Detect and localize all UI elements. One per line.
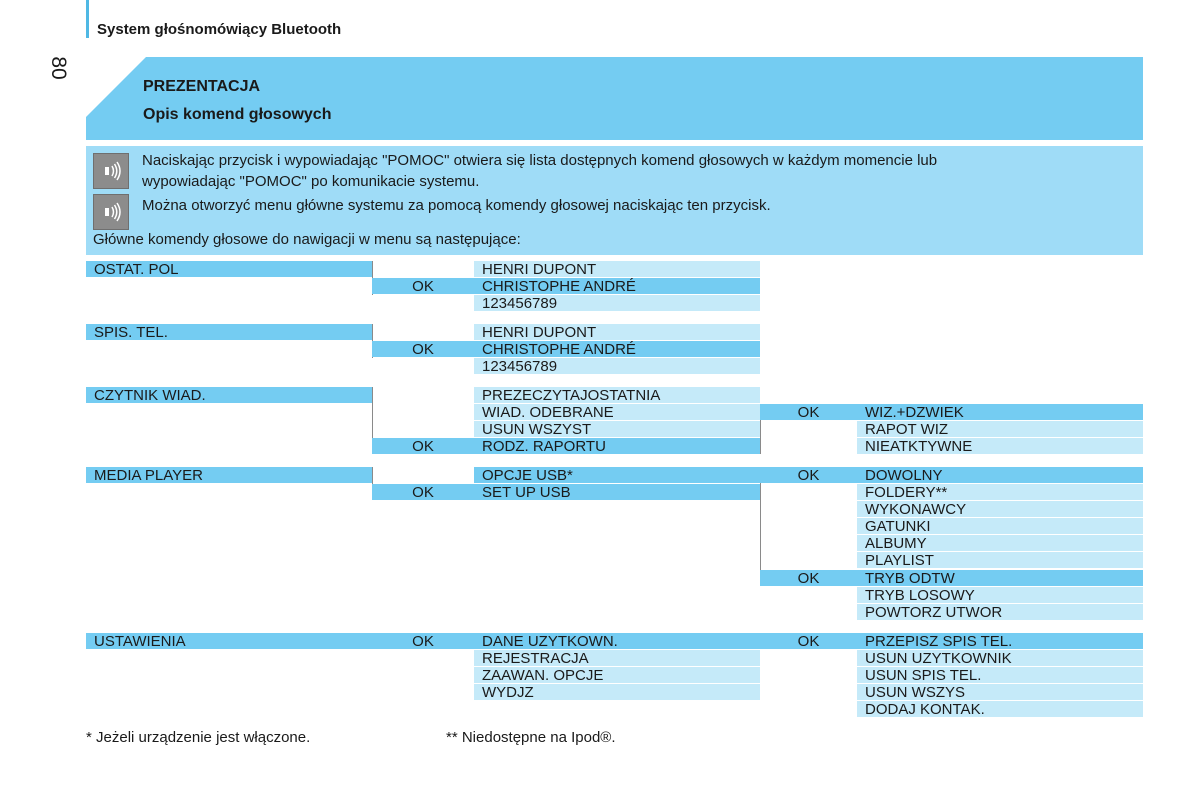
submenu-option: GATUNKI — [857, 518, 1143, 534]
submenu-option: TRYB ODTW — [857, 570, 1143, 586]
submenu-option: DOWOLNY — [857, 467, 1143, 483]
ok-label: OK — [372, 341, 474, 357]
menu-option: USUN WSZYST — [474, 421, 760, 437]
submenu-option: USUN UZYTKOWNIK — [857, 650, 1143, 666]
ok-label: OK — [760, 633, 857, 649]
ok-label: OK — [760, 404, 857, 420]
menu-option: RODZ. RAPORTU — [474, 438, 760, 454]
ok-label: OK — [760, 467, 857, 483]
ok-label: OK — [372, 438, 474, 454]
info-line: wypowiadając "POMOC" po komunikacie systemu. — [142, 173, 480, 190]
ok-label: OK — [760, 570, 857, 586]
menu-option: WYDJZ — [474, 684, 760, 700]
ok-label: OK — [372, 484, 474, 500]
submenu-option: TRYB LOSOWY — [857, 587, 1143, 603]
voice-command-button-icon — [93, 153, 129, 189]
footnote: * Jeżeli urządzenie jest włączone. — [86, 729, 311, 746]
menu-ostat-pol: OSTAT. POL — [86, 261, 372, 277]
menu-option: OPCJE USB* — [474, 467, 760, 483]
submenu-option: USUN SPIS TEL. — [857, 667, 1143, 683]
ok-label: OK — [372, 633, 474, 649]
submenu-option: WIZ.+DZWIEK — [857, 404, 1143, 420]
submenu-option: WYKONAWCY — [857, 501, 1143, 517]
page-header-title: System głośnomówiący Bluetooth — [97, 21, 342, 38]
menu-option: 123456789 — [474, 358, 760, 374]
header-accent-bar — [86, 0, 89, 38]
menu-ustawienia: USTAWIENIA — [86, 633, 372, 649]
menu-option: PREZECZYTAJOSTATNIA — [474, 387, 760, 403]
section-subtitle: Opis komend głosowych — [143, 106, 332, 123]
submenu-option: PLAYLIST — [857, 552, 1143, 568]
menu-option: 123456789 — [474, 295, 760, 311]
menu-media-player: MEDIA PLAYER — [86, 467, 372, 483]
page-number: 80 — [47, 56, 70, 80]
voice-command-button-icon — [93, 194, 129, 230]
submenu-option: DODAJ KONTAK. — [857, 701, 1143, 717]
menu-option: HENRI DUPONT — [474, 261, 760, 277]
menu-spis-tel: SPIS. TEL. — [86, 324, 372, 340]
menu-option: CHRISTOPHE ANDRÉ — [474, 341, 760, 357]
submenu-option: NIEATKTYWNE — [857, 438, 1143, 454]
menu-option: CHRISTOPHE ANDRÉ — [474, 278, 760, 294]
footnote: ** Niedostępne na Ipod®. — [446, 729, 616, 746]
info-line: Główne komendy głosowe do nawigacji w menu są następujące: — [93, 231, 521, 248]
ok-label: OK — [372, 278, 474, 294]
submenu-option: RAPOT WIZ — [857, 421, 1143, 437]
submenu-option: FOLDERY** — [857, 484, 1143, 500]
tree-connector — [760, 467, 761, 586]
menu-option: HENRI DUPONT — [474, 324, 760, 340]
title-banner — [86, 57, 1143, 140]
submenu-option: POWTORZ UTWOR — [857, 604, 1143, 620]
menu-option: SET UP USB — [474, 484, 760, 500]
info-line: Można otworzyć menu główne systemu za pomocą komendy głosowej naciskając ten przycisk. — [142, 197, 771, 214]
submenu-option: PRZEPISZ SPIS TEL. — [857, 633, 1143, 649]
submenu-option: USUN WSZYS — [857, 684, 1143, 700]
menu-option: REJESTRACJA — [474, 650, 760, 666]
menu-option: WIAD. ODEBRANE — [474, 404, 760, 420]
menu-option: ZAAWAN. OPCJE — [474, 667, 760, 683]
info-line: Naciskając przycisk i wypowiadając "POMOC" otwiera się lista dostępnych komend głosowych w każdym momencie lub — [142, 152, 938, 169]
menu-czytnik-wiad: CZYTNIK WIAD. — [86, 387, 372, 403]
submenu-option: ALBUMY — [857, 535, 1143, 551]
section-title: PREZENTACJA — [143, 78, 261, 95]
menu-option: DANE UZYTKOWN. — [474, 633, 760, 649]
